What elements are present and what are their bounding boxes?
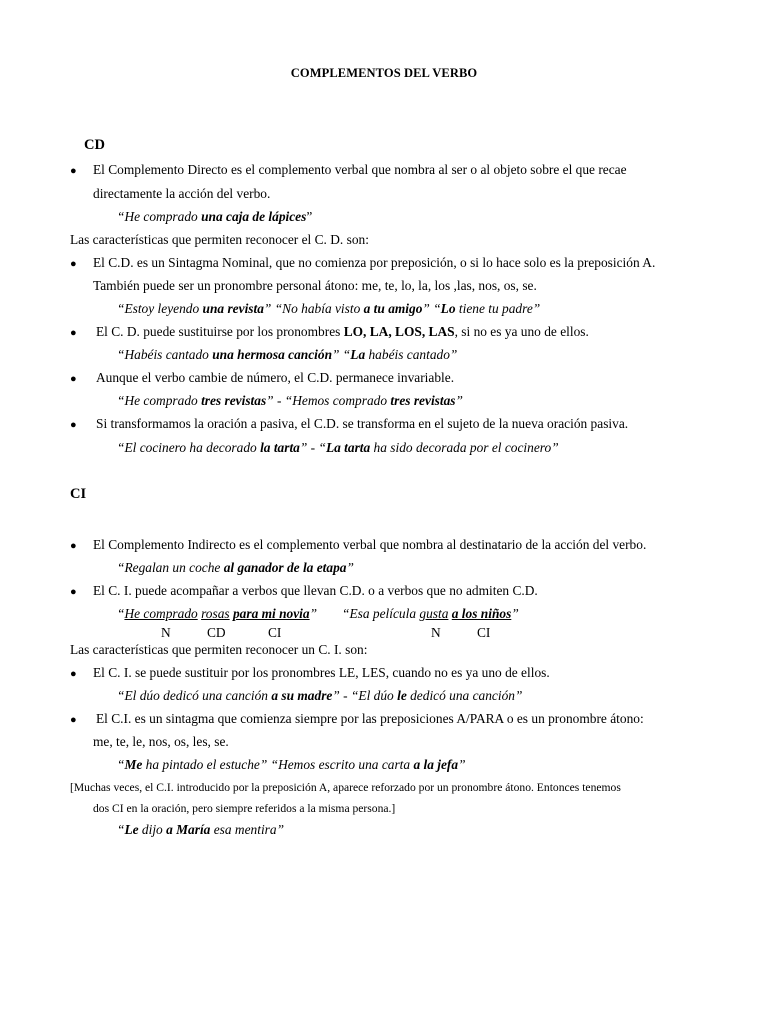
bullet-icon: ●	[70, 586, 77, 598]
label-cd: CD	[207, 625, 226, 640]
ci-bullet2-example: “El dúo dedicó una canción a su madre” - “El dúo le dedicó una canción”	[117, 688, 523, 703]
ci-note-line1: [Muchas veces, el C.I. introducido por la preposición A, aparece reforzado por un pronombre átono. Entonces tenemos	[70, 781, 621, 794]
ci-note-line2: dos CI en la oración, pero siempre referidos a la misma persona.]	[93, 802, 396, 815]
cd-bullet2-example: “Habéis cantado una hermosa canción” “La habéis cantado”	[117, 347, 458, 362]
bullet-icon: ●	[70, 165, 77, 177]
cd-bullet4: Si transformamos la oración a pasiva, el C.D. se transforma en el sujeto de la nueva oración pasiva.	[96, 416, 629, 431]
bullet-icon: ●	[70, 540, 77, 552]
cd-bullet4-example: “El cocinero ha decorado la tarta” - “La tarta ha sido decorada por el cocinero”	[117, 440, 559, 455]
cd-definition-line2: directamente la acción del verbo.	[93, 186, 271, 201]
ci-bullet3-line1: El C.I. es un sintagma que comienza siempre por las preposiciones A/PARA o es un pronombre átono:	[96, 711, 644, 726]
label-n: N	[161, 625, 171, 640]
ci-definition-example: “Regalan un coche al ganador de la etapa”	[117, 560, 354, 575]
label-ci: CI	[477, 625, 491, 640]
ci-bullet3-line2: me, te, le, nos, os, les, se.	[93, 734, 229, 749]
bullet-icon: ●	[70, 258, 77, 270]
cd-bullet3-example: “He comprado tres revistas” - “Hemos comprado tres revistas”	[117, 393, 463, 408]
ci-note-example: “Le dijo a María esa mentira”	[117, 822, 285, 837]
cd-bullet1-example: “Estoy leyendo una revista” “No había visto a tu amigo” “Lo tiene tu padre”	[117, 301, 541, 316]
ci-bullet2: El C. I. se puede sustituir por los pronombres LE, LES, cuando no es ya uno de ellos.	[93, 665, 550, 680]
ci-characteristics-intro: Las características que permiten reconocer un C. I. son:	[70, 642, 368, 657]
cd-bullet2: El C. D. puede sustituirse por los pronombres LO, LA, LOS, LAS, si no es ya uno de ellos.	[96, 324, 589, 339]
cd-bullet1-line2: También puede ser un pronombre personal átono: me, te, lo, la, los ,las, nos, os, se.	[93, 278, 537, 293]
bullet-icon: ●	[70, 714, 77, 726]
cd-characteristics-intro: Las características que permiten reconocer el C. D. son:	[70, 232, 369, 247]
cd-bullet3: Aunque el verbo cambie de número, el C.D. permanece invariable.	[96, 370, 455, 385]
ci-definition: El Complemento Indirecto es el complemento verbal que nombra al destinatario de la acción del verbo.	[93, 537, 647, 552]
bullet-icon: ●	[70, 327, 77, 339]
ci-bullet1: El C. I. puede acompañar a verbos que llevan C.D. o a verbos que no admiten C.D.	[93, 583, 538, 598]
label-ci: CI	[268, 625, 282, 640]
cd-example-1: “He comprado una caja de lápices”	[117, 209, 313, 224]
ci-bullet1-example-2: “Esa película gusta a los niños”	[342, 606, 519, 621]
bullet-icon: ●	[70, 419, 77, 431]
page-title: COMPLEMENTOS DEL VERBO	[290, 66, 478, 80]
cd-bullet1-line1: El C.D. es un Sintagma Nominal, que no comienza por preposición, o si lo hace solo es la preposición A.	[93, 255, 656, 270]
ci-bullet3-example: “Me ha pintado el estuche” “Hemos escrito una carta a la jefa”	[117, 757, 466, 772]
ci-bullet1-example: “He comprado rosas para mi novia”	[117, 606, 318, 621]
cd-definition-line1: El Complemento Directo es el complemento verbal que nombra al ser o al objeto sobre el que recae	[93, 162, 627, 177]
bullet-icon: ●	[70, 668, 77, 680]
bullet-icon: ●	[70, 373, 77, 385]
ci-heading: CI	[70, 486, 87, 502]
cd-heading: CD	[84, 137, 105, 153]
label-n: N	[431, 625, 441, 640]
